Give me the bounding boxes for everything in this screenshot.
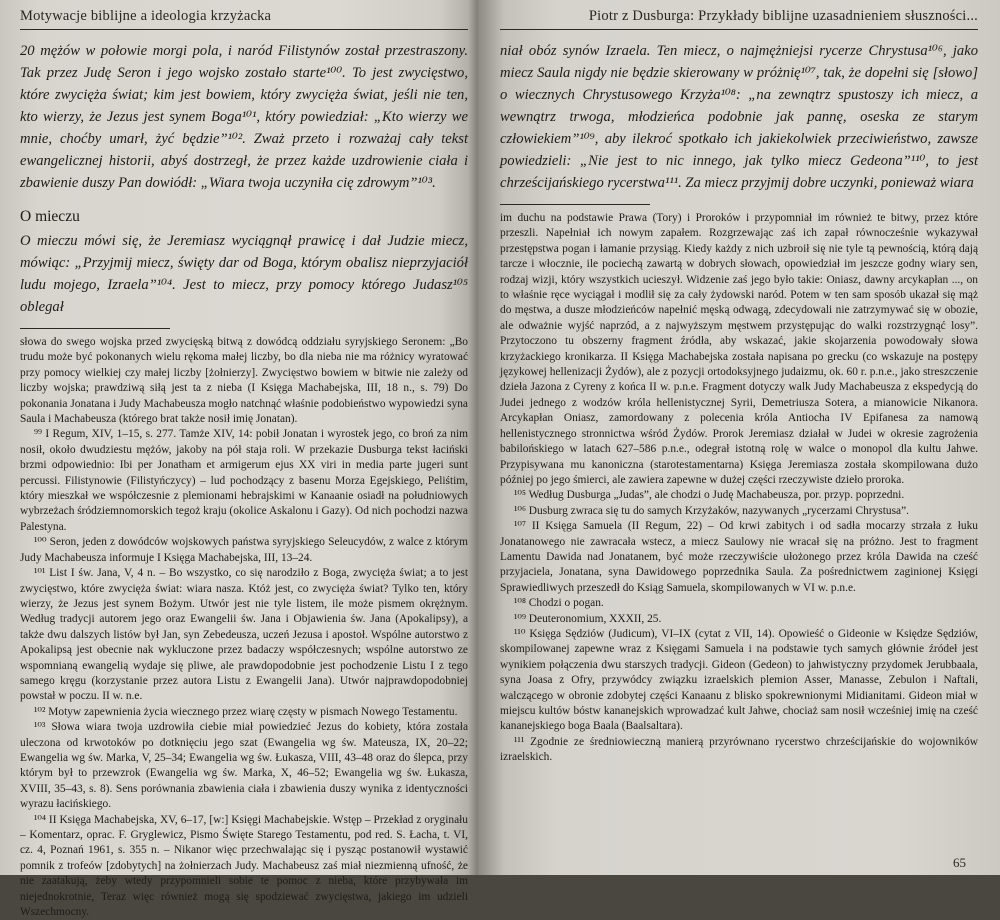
head-rule	[500, 29, 978, 30]
main-text	[20, 40, 468, 194]
footnotes	[500, 211, 978, 766]
footnote: im duchu na podstawie Prawa (Tory) i Proroków i przypomniał im również te bitwy, przez które przeszli. Napełniał ich nowym zapałem. Rozgrzewając zaś ich zapał równocześnie wykazywał przestępstwa pogan i łamanie przysiąg. Kiedy każdy z nich uzbroił się nie tyle tą pewnością, którą dają tarcze i włocznie, ile pociechą zawartą w dobrych słowach, opowiedział im jeszcze godny wiary sen, rodzaj wizji, który wszystkich ucieszył. Widzenie zaś jego było takie: Oniasz, dawny arcykapłan ..., on to właśnie ręce wyciągał i modlił się za cały żydowski naród. Potem w ten sam sposób ukazał się mąż do męstwa, a dusze młodzieńców napełnić męską odwagą, zdecydowali nie zatrzymywać się w obozie, ale odważnie wyjść naprzód, a z najwyższym męstwem przystępując do walki rozstrzygnąć losy”. Przytoczono tu obszerny fragment źródła, aby wskazać, jakie skojarzenia powodowały słowa krzyżackiego kronikarza. II Księga Machabejska została napisana po grecku (co wskazuje na postępy językowej hellenizacji Żydów), ale z pozycji ortodoksyjnego judaizmu, ok. 60 r. p.n.e., jako streszczenie dzieła Jazona z Cyreny z końca II w. p.n.e. Fragment dotyczy walk Judy Machabeusza z ekspedycją do Judei jednego z wodzów króla hellenistycznej Syrii, Demetriusza Sotera, a mianowicie Nikanora. Arcykapłan Oniasz, zamordowany z polecenia króla Antiocha IV Epifanesa za namową hellenistycznego stronnictwa wśród Żydów. Prorok Jeremiasz działał w Judei w okresie zagrożenia babilońskiego w latach 627–586 p.n.e., odegrał istotną rolę w walce o monopol dla kultu Jahwe. Przypisywana mu kanoniczna (starotestamentarna) Księga Jeremiasza została skompilowana dużo później po jego śmierci, ale zawiera zapewne w dużej części rzeczywiste dzieło proroka.	[500, 212, 978, 486]
footnote: ¹⁰¹ List I św. Jana, V, 4 n. – Bo wszystko, co się narodziło z Boga, zwycięża świat; a to jest zwycięstwo, które zwycięża świat: wiara nasza. Któż jest, co zwycięża świat? Tylko ten, który wierzy, że Jezus jest synem Bożym. Utwór jest nie tyle listem, ile może pismem okrężnym. Według tradycji autorem jego oraz Ewangelii św. Jana i Objawienia św. Jana (Apokalipsy), a także dwu dalszych listów był Jan, syn Zebedeusza, uczeń Jezusa i apostoł. Wspólne autorstwo z Apokalipsą jest obecnie nak wykluczone przez badaczy współczesnych; wspólne autorstwo ze wspomnianą ewangelią wydaje się pliwe, ale prawdopodobnie jest pochodzenie Listu I z tego samego kręgu (korzystanie przez autora Listu z Ewangelii Jana). Utwór najprawdopodobniej powstał w poczu. II w. n.e.	[20, 567, 468, 703]
footnote-rule	[500, 204, 650, 205]
head-rule	[20, 29, 468, 30]
footnote: ¹⁰⁸ Chodzi o pogan.	[514, 597, 604, 610]
footnote: ⁹⁹ I Regum, XIV, 1–15, s. 277. Tamże XIV, 14: pobił Jonatan i wyrostek jego, co broń za nim nosił, około dwudziestu mężów, jakoby na pół staja roli. W przekazie Dusburga tekst łaciński brzmi odpowiednio: Ibi per Jonatham et armigerum ejus XX viri in media parte jugeri sunt percussi. Filistynowie (Filistyńczycy) – lud pochodzący z basenu Morza Egejskiego, Peliśtim, który mieszkał we współczesnie z plemionami hebrajskimi w Kanaanie osiadł na południowych wybrzeżach śródziemnomorskich tegoż kraju (okolice Askalonu i Gazy). Od nich pochodzi nazwa Palestyna.	[20, 428, 468, 533]
section-text	[20, 230, 468, 318]
right-page	[478, 0, 1000, 875]
main-paragraph: 20 mężów w połowie morgi pola, i naród Filistynów został przestraszony. Tak przez Judę Seron i jego wojsko zostało starte¹⁰⁰. To jest zwycięstwo, które zwycięża świat; kim jest bowiem, który zwycięża świat, jeśli nie ten, kto wierzy, że Jezus jest synem Boga¹⁰¹, który powiedział: „Kto wierzy we mnie, choćby umarł, żyć będzie”¹⁰². Zważ przeto i rozważaj cały tekst ewangelicznej historii, abyś dostrzegł, że przez każde uzdrowienie ciała i zbawienie duszy Pan dowiódł: „Wiara twoja uczyniła cię zdrowym”¹⁰³.	[20, 43, 468, 191]
section-heading: O mieczu	[20, 208, 80, 225]
footnote: ¹⁰⁴ II Księga Machabejska, XV, 6–17, [w:] Księgi Machabejskie. Wstęp – Przekład z oryginału – Komentarz, oprac. F. Gryglewicz, Pismo Święte Starego Testamentu, pod red. S. Łacha, t. VI, cz. 4, Poznań 1961, s. 355 n. – Nikanor więc przechwalając się i pysząc postanowił wystawić pomnik z trofeów [zdobytych] na żołnierzach Judy. Machabeusz zaś miał niezmienną ufność, że nie zaatakują, żeby wtedy przypomnieli sobie te pomoc z nieba, które przybywała im niejednokrotnie, Teraz więc również mogą się spodziewać zwycięstwa, jakiego im udzieli Wszechmocny.	[20, 813, 468, 919]
footnote: ¹⁰⁰ Seron, jeden z dowódców wojskowych państwa syryjskiego Seleucydów, z walce z którym Judy Machabeusza informuje I Księga Machabejska, III, 13–24.	[20, 536, 468, 564]
running-head: Motywacje biblijne a ideologia krzyżacka	[20, 8, 272, 24]
footnote: słowa do swego wojska przed zwycięską bitwą z dowódcą oddziału syryjskiego Seronem: „Bo trudu może być pokonanych wielu rękoma małej liczby, bo dla nieba nie ma różnicy wyratować przy pomocy wielkiej czy małej liczby [żołnierzy]. Zwycięstwo bowiem w bitwie nie zależy od liczby wojska; prawdziwą siłą jest ta z nieba (I Księga Machabejska, III, 18 n., s. 79) Do pokonania Jonatana i Judy Machabeusza mogło natchnąć właśnie podobieństwo wypowiedzi syna Saula i Machabeusza (którego brat także nosił imię Jonatan).	[20, 336, 468, 426]
page-number: 65	[953, 855, 966, 870]
footnote: ¹⁰⁵ Według Dusburga „Judas”, ale chodzi o Judę Machabeusza, por. przyp. poprzedni.	[514, 489, 905, 502]
running-head: Piotr z Dusburga: Przykłady biblijne uzasadnieniem słuszności...	[588, 8, 978, 24]
footnote: ¹⁰² Motyw zapewnienia życia wiecznego przez wiarę częsty w pismach Nowego Testamentu.	[34, 705, 458, 718]
section-paragraph: O mieczu mówi się, że Jeremiasz wyciągnął prawicę i dał Judzie miecz, mówiąc: „Przyjmij miecz, święty dar od Boga, którym obalisz nieprzyjaciół ludu mojego, Izraela”¹⁰⁴. Jest to miecz, przy pomocy którego Judasz¹⁰⁵ oblegał	[20, 233, 468, 315]
footnote: ¹¹¹ Zgodnie ze średniowieczną manierą przyrównano rycerstwo chrześcijańskie do wojowników izraelskich.	[500, 735, 978, 764]
left-page	[0, 0, 478, 919]
footnote: ¹⁰³ Słowa wiara twoja uzdrowiła ciebie miał powiedzieć Jezus do kobiety, która została uleczona od krwotoków po dotknięciu jego szat (Ewangelia wg św. Mateusza, IX, 20–22; Ewangelia wg św. Marka, V, 25–34; Ewangelia wg św. Łukasza, VIII, 43–48 oraz do ślepca, przy którym był to przewzrok (Ewangelia wg św. Marka, X, 46–52; Ewangelia wg św. Łukasza, XVIII, 35–43, s. 8). Sens porównania zbawienia ciała i zbawienia duszy wynika z identyczności wyrazu łacińskiego.	[20, 721, 468, 811]
footnote: ¹⁰⁹ Deuteronomium, XXXII, 25.	[514, 612, 662, 625]
footnote: ¹⁰⁶ Dusburg zwraca się tu do samych Krzyżaków, nazywanych „rycerzami Chrystusa”.	[514, 504, 909, 517]
footnotes	[20, 335, 468, 920]
main-text	[500, 40, 978, 194]
footnote: ¹⁰⁷ II Księga Samuela (II Regum, 22) – Od krwi zabitych i od sadła mocarzy strzała z łuku Jonatanowego nie zawracała wstecz, a miecz Saulowy nie wracał się na próżno. Jest to fragment Lamentu Dawida nad Jonatanem, być może rzeczywiście ułożonego przez króla Dawida na cześć przyjaciela, Jonatana, syna Dawidowego poprzednika Saula. Za pośrednictwem zaginionej Księgi Sprawiedliwych przeszedł do Ksiąg Samuela, skompilowanych w VI w. p.n.e.	[500, 520, 978, 594]
footnote-rule	[20, 328, 170, 329]
main-paragraph: niał obóz synów Izraela. Ten miecz, o najmężniejsi rycerze Chrystusa¹⁰⁶, jako miecz Saula nigdy nie będzie skierowany w próżnię¹⁰⁷, tak, że dopełni się [słowo] o wiecznych Chrystusowego Krzyża¹⁰⁸: „na zewnątrz spustoszy ich miecz, a wewnątrz trwoga, młodzieńca podobnie jak pannę, oseska ze starym człowiekiem”¹⁰⁹, aby ilekroć spotkało ich jakiekolwiek przeciwieństwo, zawsze powiedzieli: „Nie jest to nic innego, jak tylko miecz Gedeona”¹¹⁰, to jest chrześcijańskiego rycerstwa¹¹¹. Za miecz przyjmij dobre uczynki, ponieważ wiara	[500, 43, 978, 191]
footnote: ¹¹⁰ Księga Sędziów (Judicum), VI–IX (cytat z VII, 14). Opowieść o Gideonie w Księdze Sędziów, skompilowanej zapewne wraz z Księgami Samuela i na podstawie tych samych głównie źródeł jest wynikiem połączenia dwu starszych tradycji. Gideon (Gedeon) to jahwistyczny przydomek Jerubbaala, syna Joasa z Ofry, przywódcy związku izraelskich plemion Asser, Manasse, Zebulon i Naftali, walczącego w obronie zdobytej części Kanaanu z blisko spokrewnionymi Midianitami. Gideon miał w miejscu kultów bóstw kananejskich wprowadzać kult Jahwe, chociaż sam nosił wcześniej imię na cześć kananejskiego boga Baala (Baalsaltara).	[500, 627, 978, 733]
